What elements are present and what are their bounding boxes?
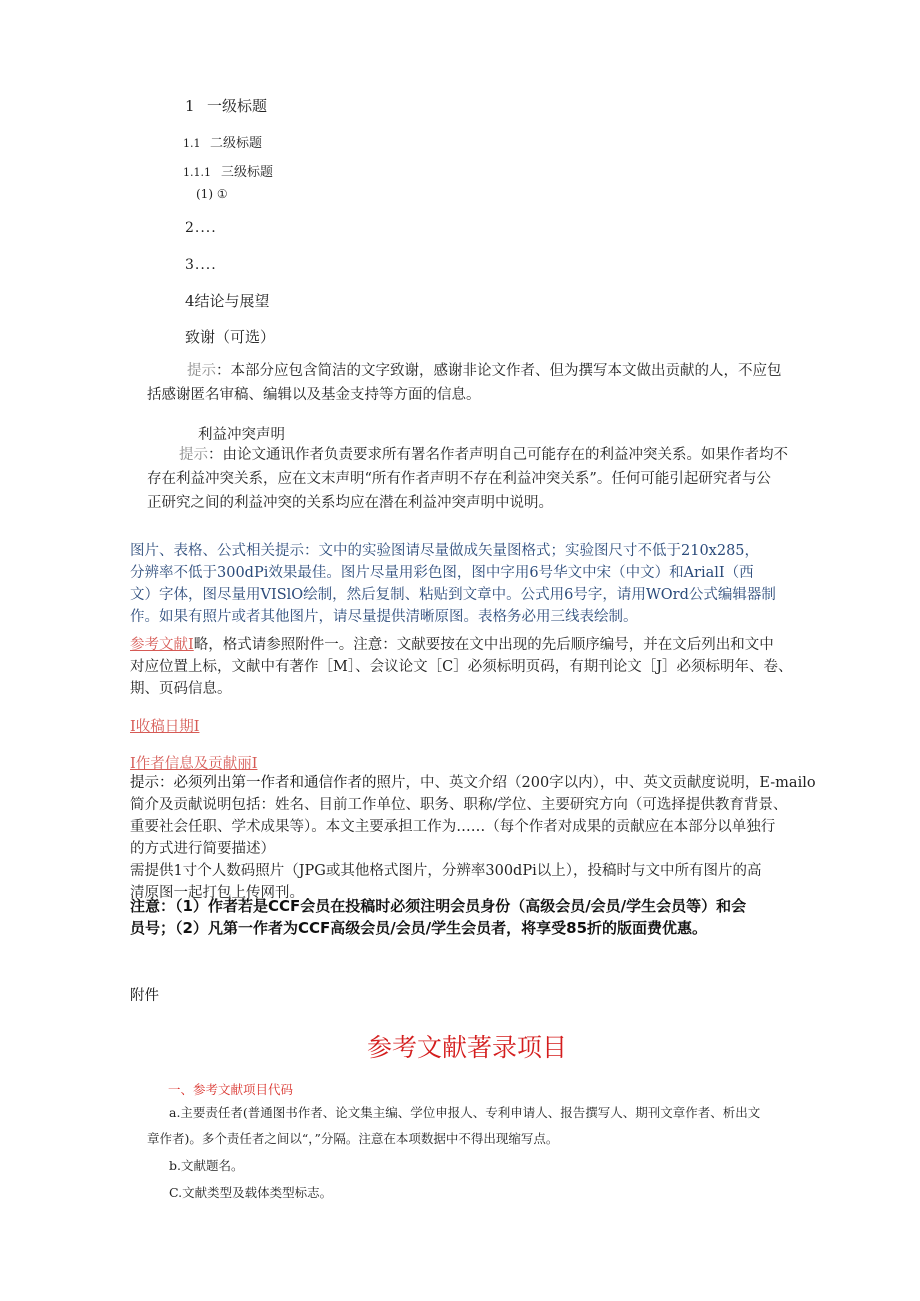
appendix-item-a bbox=[147, 1100, 827, 1152]
item-line: 章作者)。多个责任者之间以“，”分隔。注意在本项数据中不得出现缩写点。 bbox=[147, 1131, 559, 1146]
author-tip-line: 简介及贡献说明包括：姓名、目前工作单位、职务、职称/学位、主要研究方向（可选择提供教育背景、 bbox=[130, 797, 788, 813]
conflict-heading: 利益冲突声明 bbox=[198, 427, 285, 443]
heading-level-3 bbox=[183, 161, 273, 180]
references-tip bbox=[130, 634, 820, 700]
section-2-placeholder: 2.... bbox=[185, 220, 217, 236]
conclusion-heading: 4结论与展望 bbox=[185, 292, 270, 310]
figures-line: 分辨率不低于300dPi效果最佳。图片尽量用彩色图，图中字用6号华文中宋（中文）和ArialI（西 bbox=[130, 565, 754, 581]
heading-text: 二级标题 bbox=[210, 136, 263, 151]
heading-number: 1 bbox=[185, 97, 195, 115]
tip-line: 正研究之间的利益冲突的关系均应在潜在利益冲突声明中说明。 bbox=[147, 495, 553, 511]
appendix-label: 附件 bbox=[130, 988, 159, 1004]
heading-level-4: (1) ① bbox=[196, 187, 228, 201]
author-tip-line: 重要社会任职、学术成果等）。本文主要承担工作为……（每个作者对成果的贡献应在本部分以单独行 bbox=[130, 819, 776, 835]
thanks-heading: 致谢（可选） bbox=[185, 328, 276, 346]
item-line: a.主要责任者(普通图书作者、论文集主编、学位申报人、专利申请人、报告撰写人、期刊文章作者、析出文 bbox=[169, 1105, 761, 1120]
figures-line: 文）字体，图尽量用VISlO绘制，然后复制、粘贴到文章中。公式用6号字，请用WOrd公式编辑器制 bbox=[130, 587, 776, 603]
tip-label: 提示 bbox=[187, 363, 216, 379]
heading-number: 1.1 bbox=[183, 137, 201, 150]
tip-label: 提示 bbox=[179, 447, 208, 463]
thanks-tip bbox=[147, 359, 827, 407]
figures-tip bbox=[130, 540, 820, 628]
heading-level-1 bbox=[185, 95, 267, 116]
appendix-item-c: C.文献类型及载体类型标志。 bbox=[169, 1185, 333, 1200]
heading-text: 一级标题 bbox=[207, 97, 268, 115]
tip-line: ：本部分应包含简洁的文字致谢，感谢非论文作者、但为撰写本文做出贡献的人，不应包 bbox=[216, 363, 782, 379]
references-line: 略，格式请参照附件一。注意：文献要按在文中出现的先后顺序编号，并在文后列出和文中 bbox=[193, 637, 774, 653]
figures-line: 作。如果有照片或者其他图片，请尽量提供清晰原图。表格务必用三线表绘制。 bbox=[130, 609, 638, 625]
tip-line: ：由论文通讯作者负责要求所有署名作者声明自己可能存在的利益冲突关系。如果作者均不 bbox=[208, 447, 788, 463]
author-info-heading: I作者信息及贡献丽I bbox=[130, 756, 258, 772]
note-line: 员号；（2）凡第一作者为CCF高级会员/会员/学生会员者，将享受85折的版面费优惠。 bbox=[130, 919, 708, 937]
author-tip-line: 的方式进行简要描述） bbox=[130, 841, 275, 857]
author-tip-line: 清原图一起打包上传网刊。 bbox=[130, 885, 304, 901]
appendix-section-heading: 一、参考文献项目代码 bbox=[168, 1082, 294, 1097]
author-tip-line: 需提供1寸个人数码照片（JPG或其他格式图片，分辨率300dPi以上），投稿时与文中所有图片的高 bbox=[130, 863, 762, 879]
received-date-heading: I收稿日期I bbox=[130, 719, 200, 735]
heading-number: 1.1.1 bbox=[183, 166, 211, 179]
references-label: 参考文献I bbox=[130, 637, 194, 653]
author-tip-line: 照片，中、英文介绍（200字以内），中、英文贡献度说明，E-mailo bbox=[376, 775, 816, 791]
references-line: 期、页码信息。 bbox=[130, 681, 232, 697]
conflict-tip bbox=[147, 443, 827, 515]
note-line: 注意：（1）作者若是CCF会员在投稿时必须注明会员身份（高级会员/会员/学生会员等）和会 bbox=[130, 897, 747, 915]
heading-text: 三级标题 bbox=[221, 165, 274, 180]
appendix-item-b: b.文献题名。 bbox=[169, 1158, 244, 1173]
tip-line: 存在利益冲突关系，应在文末声明“所有作者声明不存在利益冲突关系”。任何可能引起研究者与公 bbox=[147, 471, 771, 487]
author-info-tip bbox=[130, 772, 820, 904]
section-3-placeholder: 3.... bbox=[185, 257, 217, 273]
figures-line: 图片、表格、公式相关提示：文中的实验图请尽量做成矢量图格式；实验图尺寸不低于210x285， bbox=[130, 543, 760, 559]
ccf-member-note bbox=[130, 895, 820, 939]
author-tip-lead: 提示：必须列出第一作者和通信作者的 bbox=[130, 775, 377, 791]
tip-line: 括感谢匿名审稿、编辑以及基金支持等方面的信息。 bbox=[147, 387, 481, 403]
appendix-title: 参考文献著录项目 bbox=[367, 1033, 568, 1062]
heading-level-2 bbox=[183, 132, 262, 151]
references-line: 对应位置上标，文献中有著作［M］、会议论文［C］必须标明页码，有期刊论文［J］必须标明年、卷、 bbox=[130, 659, 793, 675]
